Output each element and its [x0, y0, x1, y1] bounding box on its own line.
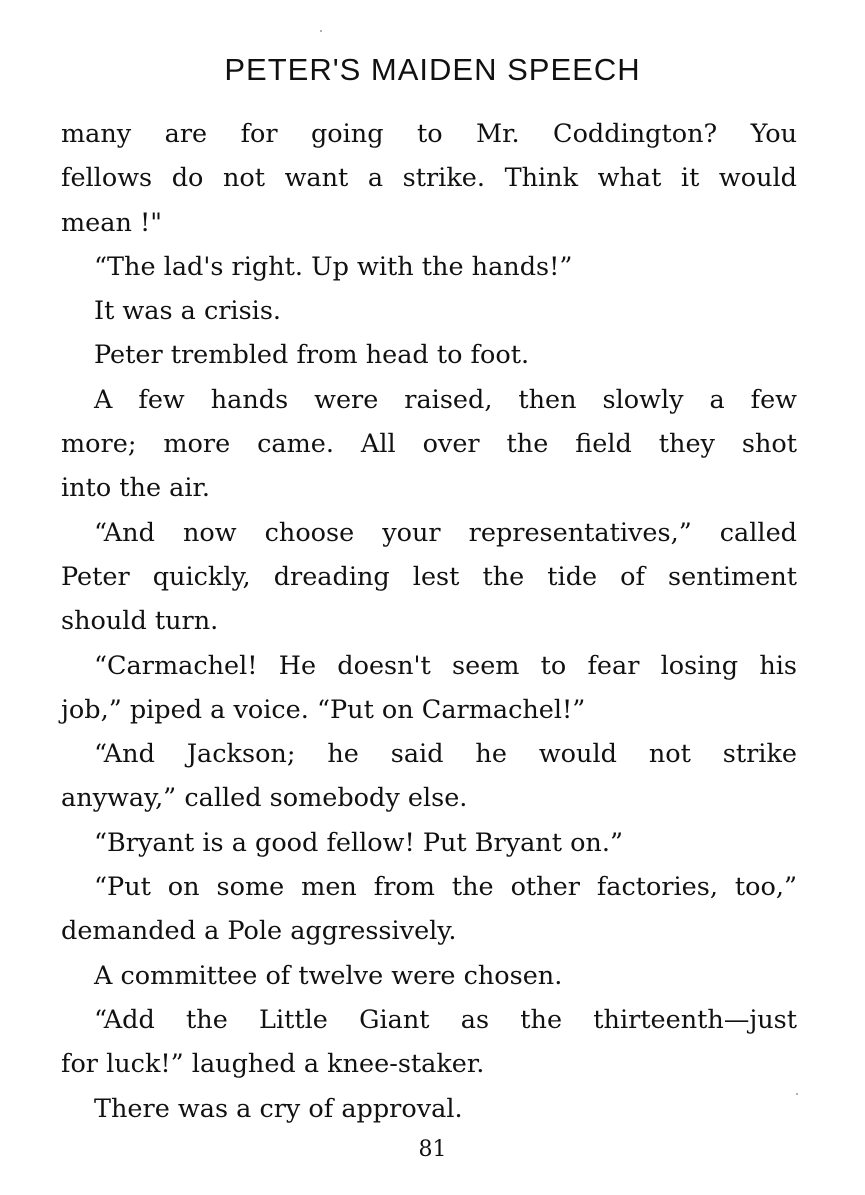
text-line: “The lad's right. Up with the hands!”: [94, 251, 573, 282]
text-line: should turn.: [61, 606, 219, 637]
text-line: many are for going to Mr. Coddington? You: [61, 119, 797, 149]
body-text: [61, 112, 797, 1131]
text-line: “And now choose your representatives,” called: [94, 517, 797, 548]
paper-speck: [320, 30, 322, 32]
text-line: mean !": [61, 207, 162, 238]
text-line: A few hands were raised, then slowly a few: [94, 384, 797, 415]
text-line: “And Jackson; he said he would not strike: [94, 739, 797, 770]
text-line: “Bryant is a good fellow! Put Bryant on.”: [94, 827, 624, 858]
text-line: “Put on some men from the other factories, too,”: [94, 872, 797, 903]
text-line: Peter quickly, dreading lest the tide of sentiment: [61, 561, 797, 592]
page-number: 81: [418, 1137, 447, 1162]
text-line: for luck!” laughed a knee-staker.: [61, 1049, 485, 1080]
text-line: Peter trembled from head to foot.: [94, 340, 530, 371]
text-line: job,” piped a voice. “Put on Carmachel!”: [61, 694, 586, 725]
text-line: A committee of twelve were chosen.: [94, 960, 563, 991]
text-line: fellows do not want a strike. Think what it would: [61, 163, 797, 194]
text-line: It was a crisis.: [94, 296, 282, 327]
text-line: more; more came. All over the field they shot: [61, 429, 797, 460]
text-line: There was a cry of approval.: [94, 1093, 463, 1124]
text-line: “Carmachel! He doesn't seem to fear losing his: [94, 650, 797, 681]
running-head: PETER'S MAIDEN SPEECH: [224, 52, 641, 87]
text-line: “Add the Little Giant as the thirteenth—just: [94, 1004, 797, 1035]
text-line: demanded a Pole aggressively.: [61, 916, 457, 947]
text-line: anyway,” called somebody else.: [61, 783, 468, 814]
text-line: into the air.: [61, 473, 211, 504]
